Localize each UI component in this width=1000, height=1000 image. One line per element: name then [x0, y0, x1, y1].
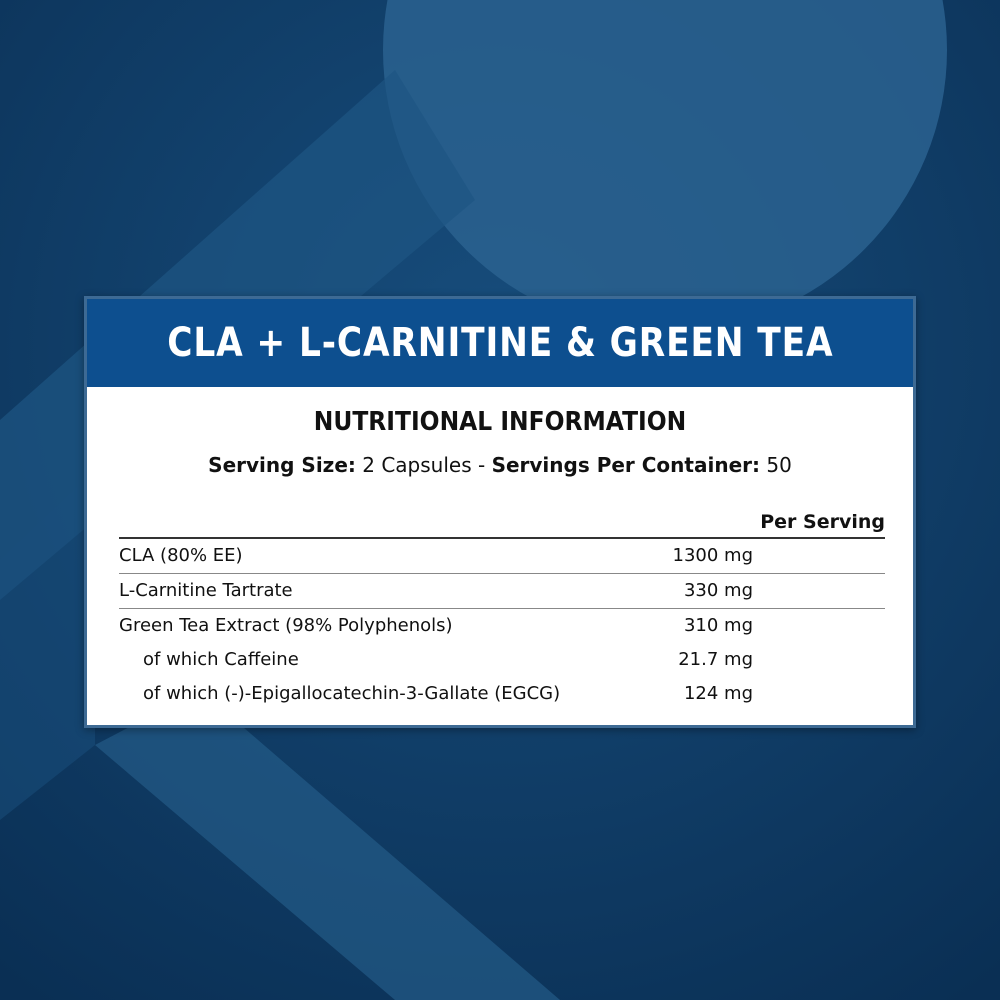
- panel-header: [87, 299, 913, 387]
- per-serving-header: Per Serving: [760, 511, 885, 533]
- ingredient-name: CLA (80% EE): [119, 545, 243, 566]
- table-row: [119, 609, 885, 643]
- serving-size-value: 2 Capsules -: [355, 453, 492, 477]
- section-title: NUTRITIONAL INFORMATION: [313, 407, 687, 437]
- table-row: [119, 574, 885, 609]
- servings-per-container-label: Servings Per Container:: [491, 453, 760, 477]
- nutrition-panel: [84, 296, 916, 728]
- table-row: [119, 677, 885, 711]
- ingredient-name: of which Caffeine: [143, 649, 299, 670]
- serving-info: [87, 453, 913, 477]
- ingredient-amount: 1300 mg: [672, 545, 753, 566]
- table-row: [119, 539, 885, 574]
- table-header: [119, 505, 885, 539]
- ingredient-amount: 310 mg: [683, 615, 753, 636]
- servings-per-container-value: 50: [760, 453, 792, 477]
- ingredient-name: of which (-)-Epigallocatechin-3-Gallate (EGCG): [143, 683, 561, 704]
- ingredient-amount: 330 mg: [683, 580, 753, 601]
- table-row: [119, 643, 885, 677]
- ingredient-amount: 21.7 mg: [678, 649, 753, 670]
- ingredient-name: L-Carnitine Tartrate: [119, 580, 293, 601]
- ingredient-name: Green Tea Extract (98% Polyphenols): [119, 615, 453, 636]
- product-title: CLA + L-CARNITINE & GREEN TEA: [166, 320, 834, 366]
- nutrition-table: [119, 505, 885, 711]
- ingredient-amount: 124 mg: [683, 683, 753, 704]
- serving-size-label: Serving Size:: [208, 453, 356, 477]
